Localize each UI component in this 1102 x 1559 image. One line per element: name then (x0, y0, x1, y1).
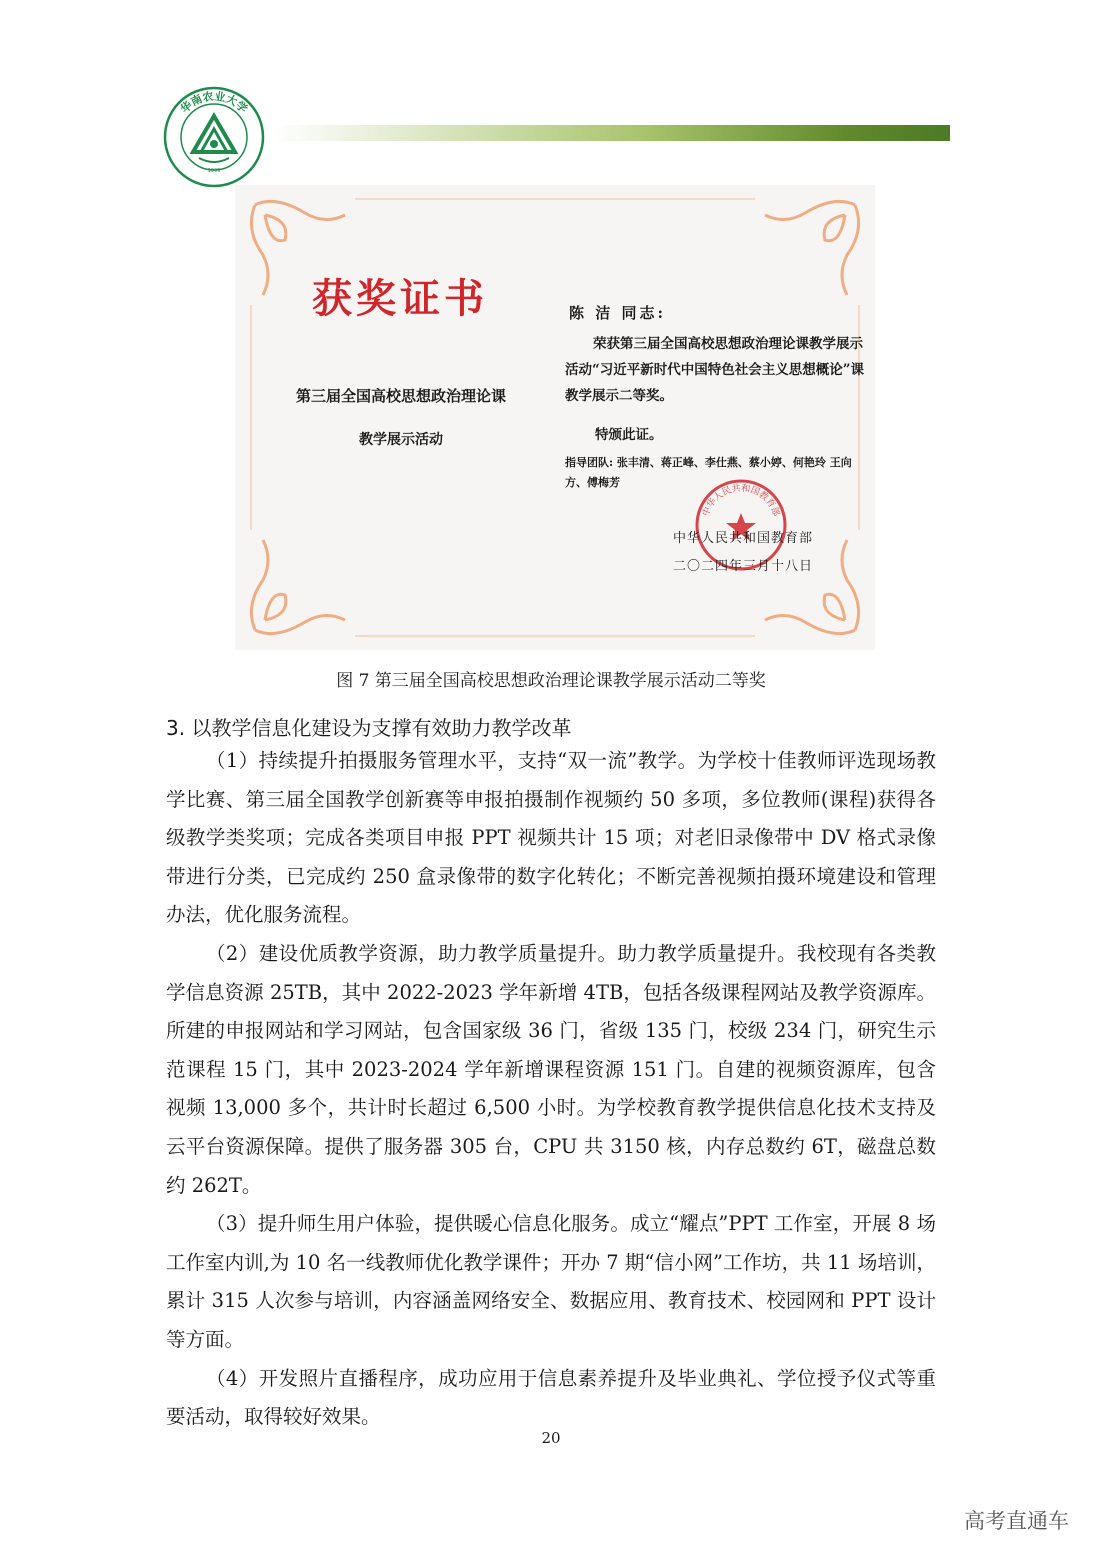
certificate-ornament-border (235, 185, 875, 650)
certificate-date: 二〇二四年三月十八日 (673, 559, 814, 574)
certificate-closing: 特颁此证。 (595, 427, 663, 443)
paragraph-4: （4）开发照片直播程序，成功应用于信息素养提升及毕业典礼、学位授予仪式等重要活动，取得较好效果。 (166, 1366, 936, 1429)
svg-text:中华人民共和国教育部 (699, 482, 782, 518)
certificate-issuer: 中华人民共和国教育部 (673, 531, 814, 546)
certificate-guidance-team: 指导团队: 张丰清、蒋正峰、李仕燕、蔡小婷、何艳玲 王向方、傅梅芳 (565, 456, 852, 489)
certificate-title: 获奖证书 (312, 275, 488, 322)
watermark: 高考直通车 (964, 1509, 1069, 1533)
award-certificate (235, 185, 875, 650)
university-logo (163, 86, 265, 188)
figure-caption: 图 7 第三届全国高校思想政治理论课教学展示活动二等奖 (336, 671, 766, 691)
certificate-event-line1: 第三届全国高校思想政治理论课 (295, 387, 506, 405)
page-number: 20 (541, 1429, 561, 1447)
logo-year: 1909 (207, 168, 221, 174)
header-gradient-bar (274, 125, 950, 141)
seal-text: 中华人民共和国教育部 (701, 483, 781, 518)
body-text (166, 742, 936, 1437)
certificate-body: 荣获第三届全国高校思想政治理论课教学展示活动“习近平新时代中国特色社会主义思想概论”课教学展示二等奖。 (565, 336, 865, 404)
logo-chinese-text: 华南农业大学 (178, 89, 250, 116)
paragraph-2: （2）建设优质教学资源，助力教学质量提升。助力教学质量提升。我校现有各类教学信息资源 25TB，其中 2022-2023 学年新增 4TB，包括各级课程网站及教学资源库。所建的申报网站和学习网站，包含国家级 36 门，省级 135 门，校级 234 门，研究生示范课程 15 门，其中 2023-2024 学年新增课程资源 151 门。自建的视频资源库，包含视频 13,000 多个，共计时长超过 6,500 小时。为学校教育教学提供信息化技术支持及云平台资源保障。提供了服务器 305 台，CPU 共 3150 核，内存总数约 6T，磁盘总数约 262T。 (166, 941, 936, 1197)
certificate-recipient: 陈 洁 同志: (569, 304, 666, 322)
paragraph-1: （1）持续提升拍摄服务管理水平，支持“双一流”教学。为学校十佳教师评选现场教学比赛、第三届全国教学创新赛等申报拍摄制作视频约 50 多项，多位教师(课程)获得各级教学类奖项；完成各类项目申报 PPT 视频共计 15 项；对老旧录像带中 DV 格式录像带进行分类，已完成约 250 盒录像带的数字化转化；不断完善视频拍摄环境建设和管理办法，优化服务流程。 (166, 749, 936, 927)
section-heading: 3. 以教学信息化建设为支撑有效助力教学改革 (166, 716, 572, 740)
certificate-event-line2: 教学展示活动 (359, 432, 443, 448)
paragraph-3: （3）提升师生用户体验，提供暖心信息化服务。成立“耀点”PPT 工作室，开展 8 场工作室内训,为 10 名一线教师优化教学课件；开办 7 期“信小网”工作坊，共 11 场培训，累计 315 人次参与培训，内容涵盖网络安全、数据应用、教育技术、校园网和 PPT 设计等方面。 (166, 1212, 936, 1351)
